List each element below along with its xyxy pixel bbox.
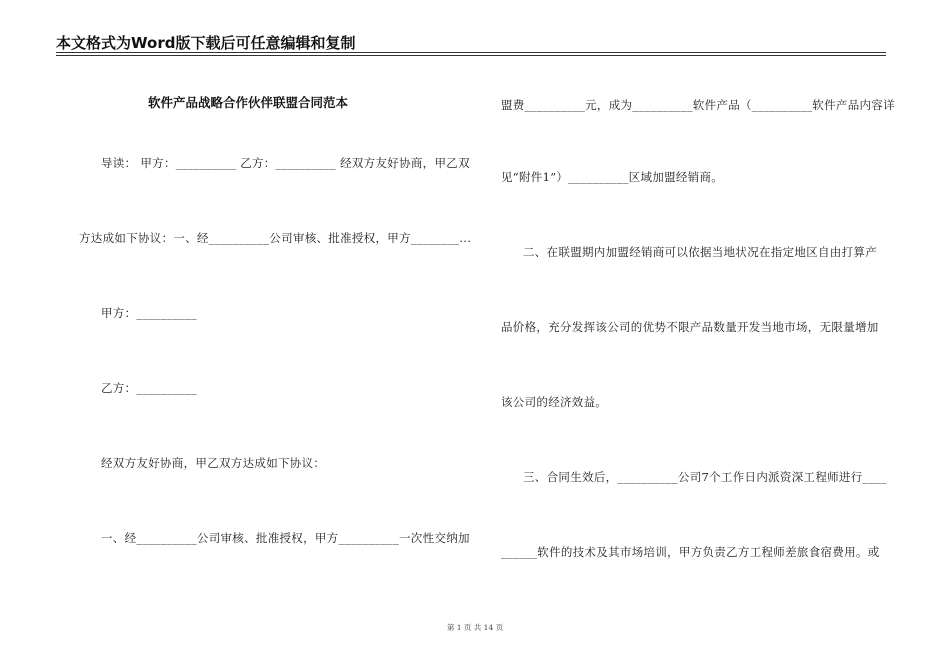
header-title: 本文格式为Word版下载后可任意编辑和复制 [56, 34, 356, 52]
paragraph-line: 方达成如下协议：一、经__________公司审核、批准授权，甲方________... [79, 231, 472, 245]
paragraph-line: 三、合同生效后，__________公司7个工作日内派资深工程师进行____ [523, 470, 887, 484]
paragraph-line: 一、经__________公司审核、批准授权，甲方__________一次性交纳加 [101, 531, 470, 545]
header-divider-thick [56, 55, 886, 56]
paragraph-line: 见“附件1”）__________区域加盟经销商。 [501, 170, 724, 184]
paragraph-line: 导读： 甲方：__________ 乙方：__________ 经双方友好协商，甲乙双 [101, 156, 470, 170]
paragraph-line: 该公司的经济效益。 [501, 395, 608, 409]
paragraph-line: 二、在联盟期内加盟经销商可以依据当地状况在指定地区自由打算产 [523, 245, 877, 259]
page-number: 第 1 页 共 14 页 [446, 623, 504, 632]
paragraph-line: 乙方：__________ [101, 381, 197, 395]
paragraph-line: 甲方：__________ [101, 306, 197, 320]
paragraph-line: ______软件的技术及其市场培训，甲方负责乙方工程师差旅食宿费用。或 [501, 545, 880, 559]
document-title: 软件产品战略合作伙伴联盟合同范本 [148, 95, 349, 110]
paragraph-line: 经双方友好协商，甲乙双方达成如下协议： [101, 456, 326, 470]
paragraph-line: 品价格，充分发挥该公司的优势不限产品数量开发当地市场，无限量增加 [501, 320, 879, 334]
paragraph-line: 盟费__________元，成为__________软件产品（__________软件产品内容详 [501, 98, 895, 112]
header-divider-thin [56, 52, 886, 53]
